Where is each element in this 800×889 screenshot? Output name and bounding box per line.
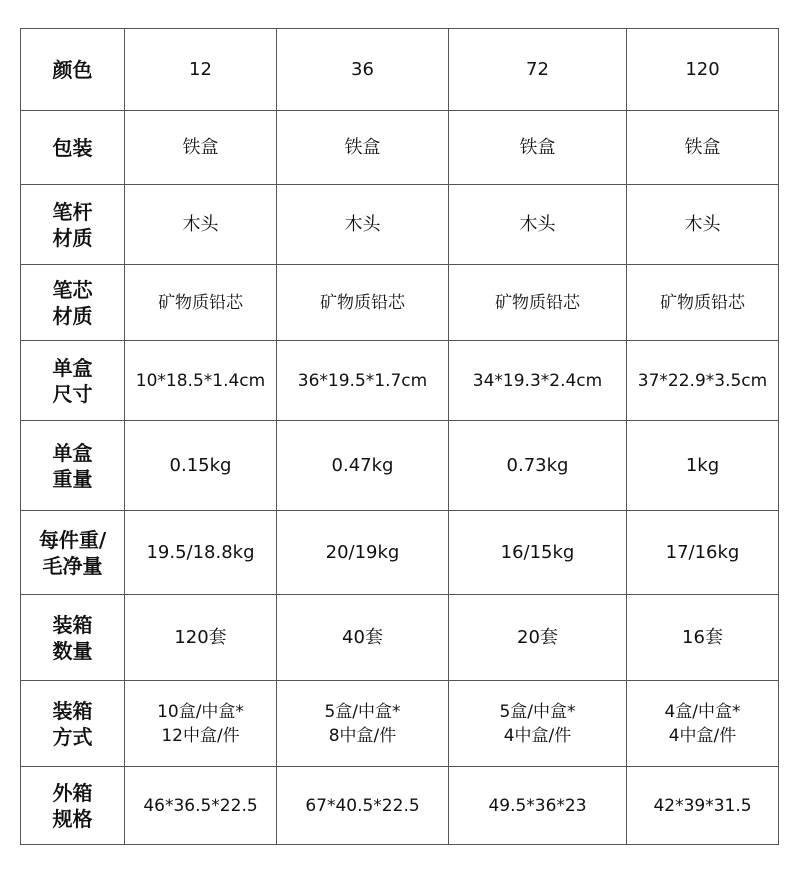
row-label: 每件重/ 毛净量 <box>21 511 125 595</box>
table-cell: 0.15kg <box>125 421 277 511</box>
row-label: 装箱 数量 <box>21 595 125 681</box>
table-cell: 4盒/中盒* 4中盒/件 <box>627 681 779 767</box>
row-label: 笔芯 材质 <box>21 265 125 341</box>
row-carton-weight <box>21 511 779 595</box>
table-cell: 1kg <box>627 421 779 511</box>
row-color <box>21 29 779 111</box>
table-cell: 木头 <box>627 185 779 265</box>
row-label: 单盒 尺寸 <box>21 341 125 421</box>
row-barrel-material <box>21 185 779 265</box>
table-cell: 铁盒 <box>125 111 277 185</box>
spec-table <box>20 28 779 845</box>
row-packaging <box>21 111 779 185</box>
table-cell: 37*22.9*3.5cm <box>627 341 779 421</box>
table-cell: 铁盒 <box>449 111 627 185</box>
table-cell: 19.5/18.8kg <box>125 511 277 595</box>
row-packing-method <box>21 681 779 767</box>
table-cell: 20/19kg <box>277 511 449 595</box>
table-cell: 72 <box>449 29 627 111</box>
table-cell: 16套 <box>627 595 779 681</box>
row-carton-size <box>21 767 779 845</box>
table-cell: 矿物质铅芯 <box>277 265 449 341</box>
table-cell: 木头 <box>125 185 277 265</box>
table-cell: 20套 <box>449 595 627 681</box>
table-cell: 矿物质铅芯 <box>125 265 277 341</box>
table-cell: 木头 <box>277 185 449 265</box>
row-box-weight <box>21 421 779 511</box>
row-label: 外箱 规格 <box>21 767 125 845</box>
table-cell: 矿物质铅芯 <box>449 265 627 341</box>
row-core-material <box>21 265 779 341</box>
table-cell: 10*18.5*1.4cm <box>125 341 277 421</box>
table-cell: 矿物质铅芯 <box>627 265 779 341</box>
table-cell: 120套 <box>125 595 277 681</box>
table-cell: 36 <box>277 29 449 111</box>
table-cell: 36*19.5*1.7cm <box>277 341 449 421</box>
row-box-size <box>21 341 779 421</box>
table-cell: 5盒/中盒* 8中盒/件 <box>277 681 449 767</box>
table-cell: 17/16kg <box>627 511 779 595</box>
table-cell: 16/15kg <box>449 511 627 595</box>
table-cell: 木头 <box>449 185 627 265</box>
table-cell: 5盒/中盒* 4中盒/件 <box>449 681 627 767</box>
table-cell: 120 <box>627 29 779 111</box>
table-cell: 49.5*36*23 <box>449 767 627 845</box>
table-cell: 10盒/中盒* 12中盒/件 <box>125 681 277 767</box>
table-cell: 67*40.5*22.5 <box>277 767 449 845</box>
table-cell: 0.73kg <box>449 421 627 511</box>
table-cell: 42*39*31.5 <box>627 767 779 845</box>
table-cell: 34*19.3*2.4cm <box>449 341 627 421</box>
table-cell: 12 <box>125 29 277 111</box>
table-cell: 铁盒 <box>627 111 779 185</box>
row-label: 装箱 方式 <box>21 681 125 767</box>
row-label: 笔杆 材质 <box>21 185 125 265</box>
row-carton-quantity <box>21 595 779 681</box>
table-cell: 铁盒 <box>277 111 449 185</box>
row-label: 颜色 <box>21 29 125 111</box>
table-cell: 40套 <box>277 595 449 681</box>
row-label: 包装 <box>21 111 125 185</box>
row-label: 单盒 重量 <box>21 421 125 511</box>
table-cell: 0.47kg <box>277 421 449 511</box>
table-cell: 46*36.5*22.5 <box>125 767 277 845</box>
